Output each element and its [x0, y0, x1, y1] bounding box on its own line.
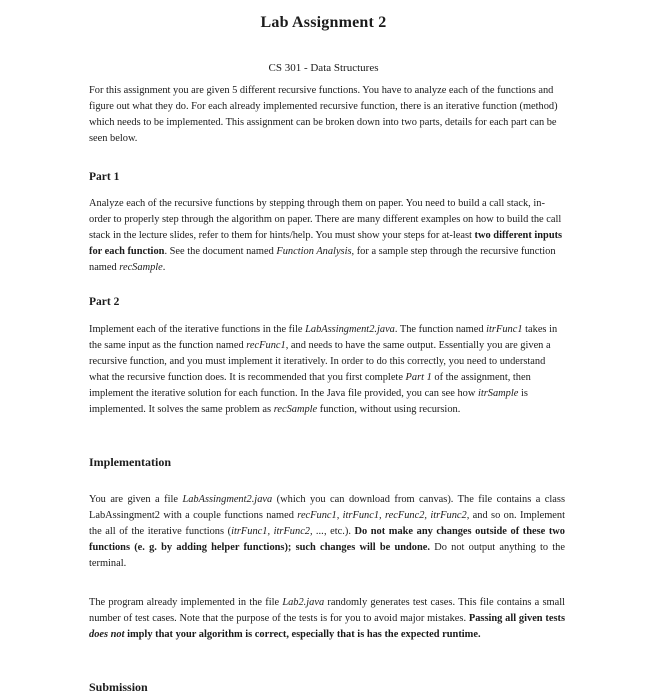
- part2-text: . The function named: [394, 324, 487, 335]
- implementation-text: and so on. Implement the all of the iterative functions (: [89, 510, 565, 537]
- course-subtitle: CS 301 - Data Structures: [268, 62, 379, 74]
- implementation-text: randomly generates test cases. This file contains a small number of test cases. Note that the purpose of the tests is for you to avoid major mistakes.: [89, 597, 565, 624]
- part1-heading: Part 1: [89, 171, 120, 183]
- part2-text: of the assignment, then implement the iterative solution for each function. In the Java file provided, you can see how: [89, 372, 531, 399]
- part2-function-name: itrSample: [477, 388, 519, 399]
- part2-function-name: recFunc1: [246, 340, 286, 351]
- part2-text: , and needs to have the same output. Essentially you are given a recursive function, and you must implement it iteratively. In order to do this correctly, you need to understand what the recursive function does. It is recommended that you first complete: [89, 340, 551, 383]
- part2-heading: Part 2: [89, 296, 120, 308]
- part1-text: .: [162, 262, 166, 273]
- part2-text: takes in the same input as the function named: [89, 324, 558, 351]
- part2-text: Implement each of the iterative functions in the file: [89, 324, 306, 335]
- implementation-function-list: recFunc1, itrFunc1, recFunc2, itrFunc2,: [297, 510, 470, 521]
- implementation-paragraph-2: [89, 595, 565, 643]
- part1-function-name: recSample: [119, 262, 163, 273]
- implementation-warning-text: Passing all given tests: [468, 613, 565, 624]
- implementation-text: , etc.).: [323, 526, 355, 537]
- part2-paragraph: [89, 322, 565, 418]
- part2-text: function, without using recursion.: [317, 404, 461, 415]
- implementation-text: Do not output anything to the terminal.: [89, 542, 565, 569]
- implementation-text: You are given a file: [89, 494, 183, 505]
- implementation-paragraph-1: [89, 492, 565, 572]
- intro-paragraph: For this assignment you are given 5 different recursive functions. You have to analyze each of the functions and figure out what they do. For each already implemented recursive function, there is an iterative function (method) which needs to be implemented. This assignment can be broken down into two parts, details for each part can be seen below.: [89, 85, 558, 144]
- part2-text: is implemented. It solves the same problem as: [89, 388, 528, 415]
- document-title: Lab Assignment 2: [260, 14, 387, 31]
- part1-text: , for a sample step through the recursive function named: [89, 246, 556, 273]
- part1-paragraph: [89, 196, 565, 276]
- part2-part-reference: Part 1: [405, 372, 432, 383]
- implementation-text: The program already implemented in the file: [89, 597, 283, 608]
- implementation-text: (which you can download from canvas). The file contains a class LabAssingment2 with a couple functions named: [89, 494, 565, 521]
- part2-function-name: itrFunc1: [486, 324, 523, 335]
- implementation-warning-text: imply that your algorithm is correct, especially that is has the expected runtime.: [124, 629, 481, 640]
- implementation-file-name: LabAssingment2.java: [182, 494, 273, 505]
- submission-heading: Submission: [89, 680, 148, 694]
- part1-doc-name: Function Analysis: [276, 246, 352, 257]
- part2-function-name: recSample: [273, 404, 318, 415]
- part1-text: Analyze each of the recursive functions by stepping through them on paper. You need to build a call stack, in-order to properly step through the algorithm on paper. There are many different examples on how to build the call stack in the lecture slides, refer to them for hints/help. You must show your steps for at-least: [89, 198, 562, 241]
- part1-bold-text: two different inputs for each function: [89, 230, 563, 257]
- part1-text: . See the document named: [164, 246, 277, 257]
- implementation-warning: Do not make any changes outside of these two functions (e. g. by adding helper functions); such changes will be undone.: [89, 526, 565, 553]
- implementation-warning-emphasis: does not: [89, 629, 125, 640]
- implementation-file-name: Lab2.java: [282, 597, 325, 608]
- part2-file-name: LabAssingment2.java: [305, 324, 395, 335]
- implementation-heading: Implementation: [89, 455, 171, 469]
- implementation-function-list: itrFunc1, itrFunc2, ...: [231, 526, 324, 537]
